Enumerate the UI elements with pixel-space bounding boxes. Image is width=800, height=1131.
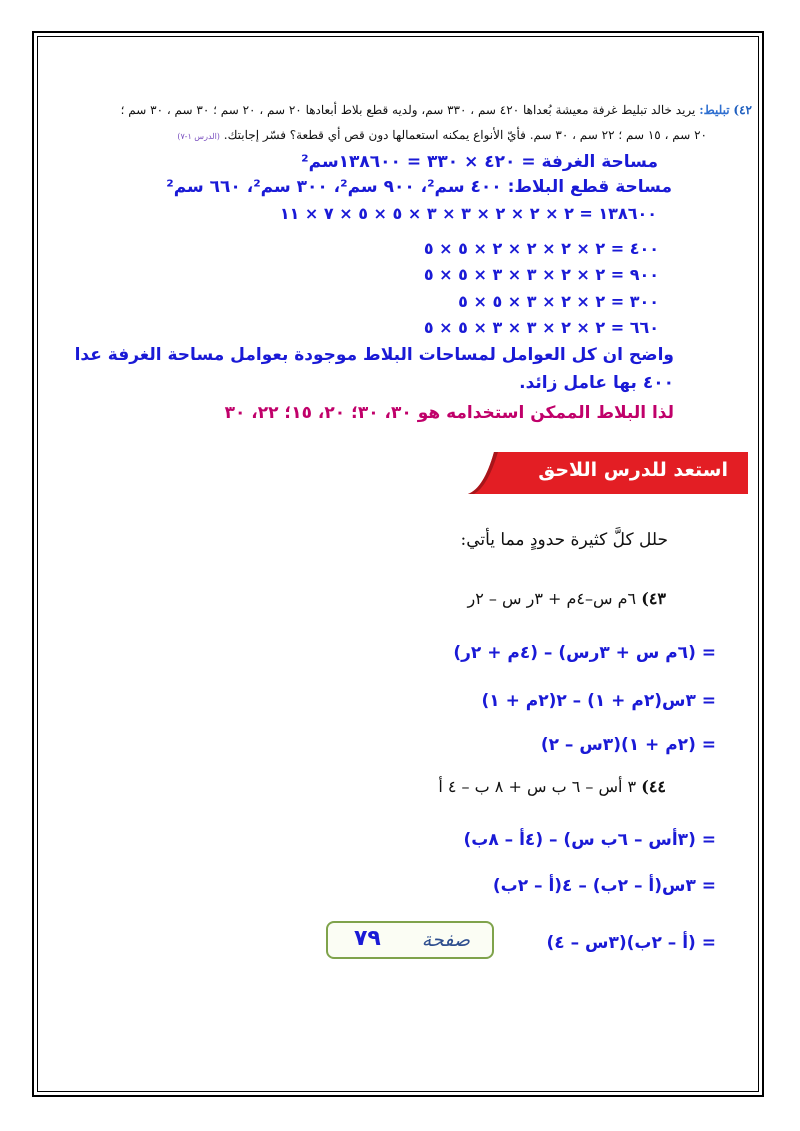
factor-line-2: ٤٠٠ = ٢ × ٢ × ٢ × ٢ × ٥ × ٥ bbox=[423, 239, 659, 258]
factor-line-4: ٣٠٠ = ٢ × ٢ × ٣ × ٥ × ٥ bbox=[458, 292, 659, 311]
problem-43-step-2: = ٣س(٢م + ١) – ٢(٢م + ١) bbox=[481, 691, 716, 711]
next-lesson-banner bbox=[468, 452, 748, 494]
banner-title: استعد للدرس اللاحق bbox=[538, 459, 728, 481]
problem-44-step-2: = ٣س(أ – ٢ب) – ٤(أ – ٢ب) bbox=[492, 876, 716, 896]
section-instruction: حلل كلَّ كثيرة حدودٍ مما يأتي: bbox=[460, 530, 668, 550]
problem-42-text-2: ٢٠ سم ، ١٥ سم ؛ ٢٢ سم ، ٣٠ سم. فأيّ الأنواع يمكنه استعمالها دون قص أي قطعة؟ فسّر إجابتك. bbox=[223, 128, 707, 142]
page-word: صفحة bbox=[421, 929, 470, 951]
factor-line-1: ١٣٨٦٠٠ = ٢ × ٢ × ٢ × ٣ × ٣ × ٥ × ٥ × ٧ × ١١ bbox=[279, 204, 657, 223]
problem-44-step-3: = (أ – ٢ب)(٣س – ٤) bbox=[546, 933, 716, 953]
problem-43-number: ٤٣) bbox=[641, 589, 666, 608]
problem-44-number: ٤٤) bbox=[641, 777, 666, 796]
answer-line: لذا البلاط الممكن استخدامه هو ٣٠، ٣٠؛ ٢٠، ١٥؛ ٢٢، ٣٠ bbox=[224, 403, 674, 423]
factor-line-3: ٩٠٠ = ٢ × ٢ × ٣ × ٣ × ٥ × ٥ bbox=[423, 265, 659, 284]
problem-42-text-1: يريد خالد تبليط غرفة معيشة بُعداها ٤٢٠ سم ، ٣٣٠ سم، ولديه قطع بلاط أبعادها ٢٠ سم ، ٢٠ سم ؛ ٣٠ سم ، ٣٠ سم ؛ bbox=[120, 103, 696, 117]
page-number-box bbox=[326, 921, 494, 959]
conclusion-line-1: واضح ان كل العوامل لمساحات البلاط موجودة بعوامل مساحة الغرفة عدا bbox=[74, 345, 674, 365]
problem-43-step-1: = (٦م س + ٣رس) – (٤م + ٢ر) bbox=[453, 643, 716, 663]
room-area-line: مساحة الغرفة = ٤٢٠ × ٣٣٠ = ١٣٨٦٠٠سم² bbox=[301, 152, 658, 172]
problem-42-line1 bbox=[121, 103, 752, 117]
problem-42-number: ٤٢) bbox=[733, 103, 752, 117]
problem-44-expression: ٣ أس – ٦ ب س + ٨ ب – ٤ أ bbox=[438, 777, 637, 796]
lesson-tag: (الدرس ١-٧) bbox=[177, 132, 220, 141]
problem-42-line2 bbox=[177, 128, 707, 142]
problem-44-step-1: = (٣أس – ٦ب س) – (٤أ – ٨ب) bbox=[463, 830, 716, 850]
problem-43-expression: ٦م س–٤م + ٣ر س – ٢ر bbox=[467, 589, 637, 608]
problem-44 bbox=[438, 777, 666, 796]
conclusion-line-2: ٤٠٠ بها عامل زائد. bbox=[519, 373, 674, 393]
factor-line-5: ٦٦٠ = ٢ × ٢ × ٣ × ٣ × ٥ × ٥ bbox=[423, 318, 659, 337]
page-number: ٧٩ bbox=[354, 926, 381, 951]
problem-43-step-3: = (٢م + ١)(٣س – ٢) bbox=[540, 735, 716, 755]
problem-42-keyword: تبليط: bbox=[699, 103, 730, 117]
tile-areas-line: مساحة قطع البلاط: ٤٠٠ سم²، ٩٠٠ سم²، ٣٠٠ سم²، ٦٦٠ سم² bbox=[166, 177, 672, 197]
problem-43 bbox=[468, 589, 667, 608]
